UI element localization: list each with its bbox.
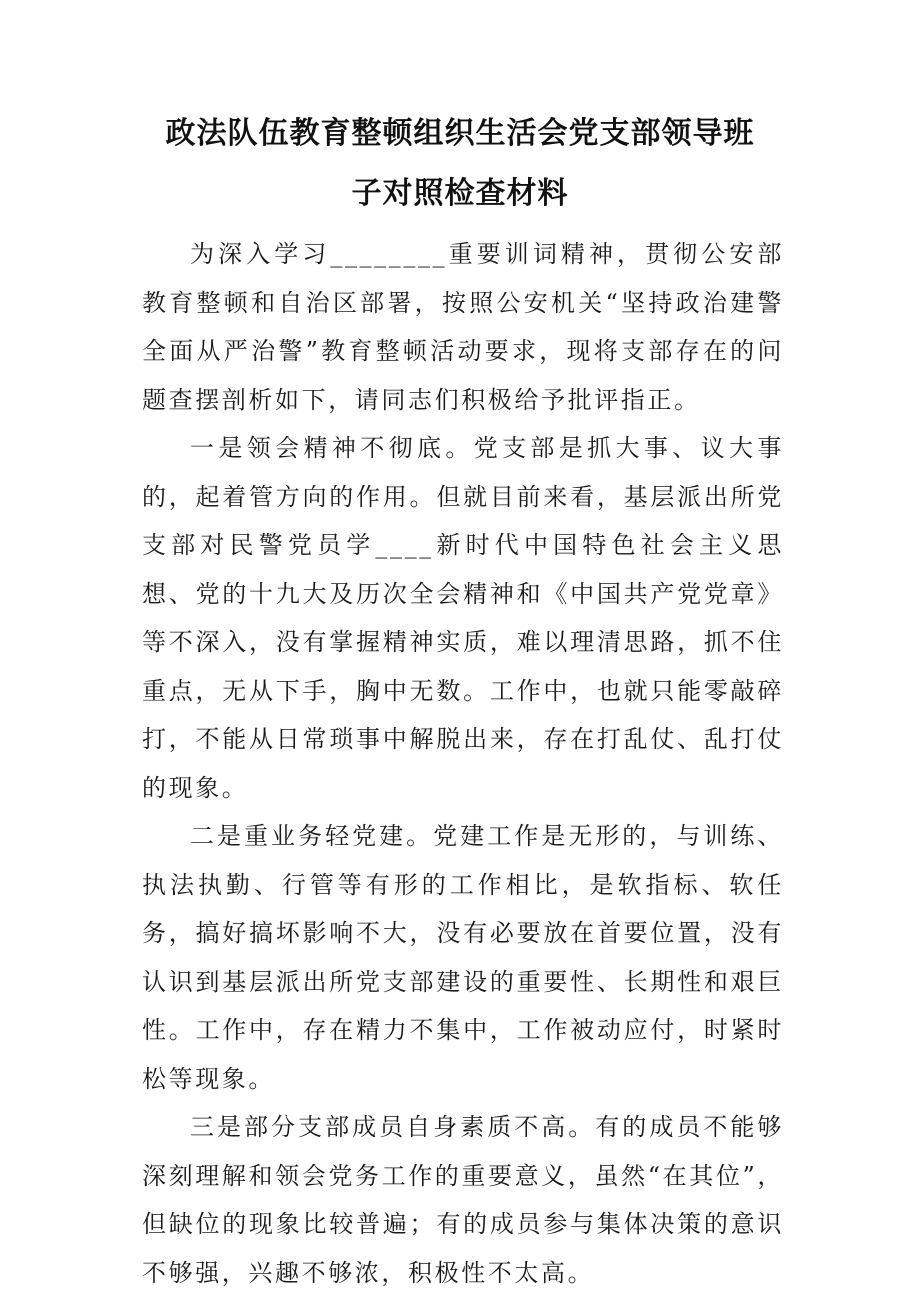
paragraph-intro: 为深入学习________重要训词精神，贯彻公安部教育整顿和自治区部署，按照公安机关“坚持政治建警 全面从严治警”教育整顿活动要求，现将支部存在的问题查摆剖析如下，请同志们积极给予批评指正。 — [142, 240, 784, 414]
document-title-line-2: 子对照检查材料 — [351, 176, 569, 211]
document-body — [142, 230, 784, 1297]
paragraph-issue-2: 二是重业务轻党建。党建工作是无形的，与训练、执法执勤、行管等有形的工作相比，是软指标、软任务，搞好搞坏影响不大，没有必要放在首要位置，没有认识到基层派出所党支部建设的重要性、长期性和艰巨性。工作中，存在精力不集中，工作被动应付，时紧时松等现象。 — [142, 822, 784, 1093]
paragraph-issue-3: 三是部分支部成员自身素质不高。有的成员不能够深刻理解和领会党务工作的重要意义，虽然“在其位”，但缺位的现象比较普遍；有的成员参与集体决策的意识不够强，兴趣不够浓，积极性不太高。 — [142, 1113, 784, 1287]
paragraph-issue-1: 一是领会精神不彻底。党支部是抓大事、议大事的，起着管方向的作用。但就目前来看，基层派出所党支部对民警党员学____新时代中国特色社会主义思想、党的十九大及历次全会精神和《中国共产党党章》等不深入，没有掌握精神实质，难以理清思路，抓不住重点，无从下手，胸中无数。工作中，也就只能零敲碎打，不能从日常琐事中解脱出来，存在打乱仗、乱打仗的现象。 — [142, 434, 784, 802]
document-title-line-1: 政法队伍教育整顿组织生活会党支部领导班 — [165, 116, 755, 151]
